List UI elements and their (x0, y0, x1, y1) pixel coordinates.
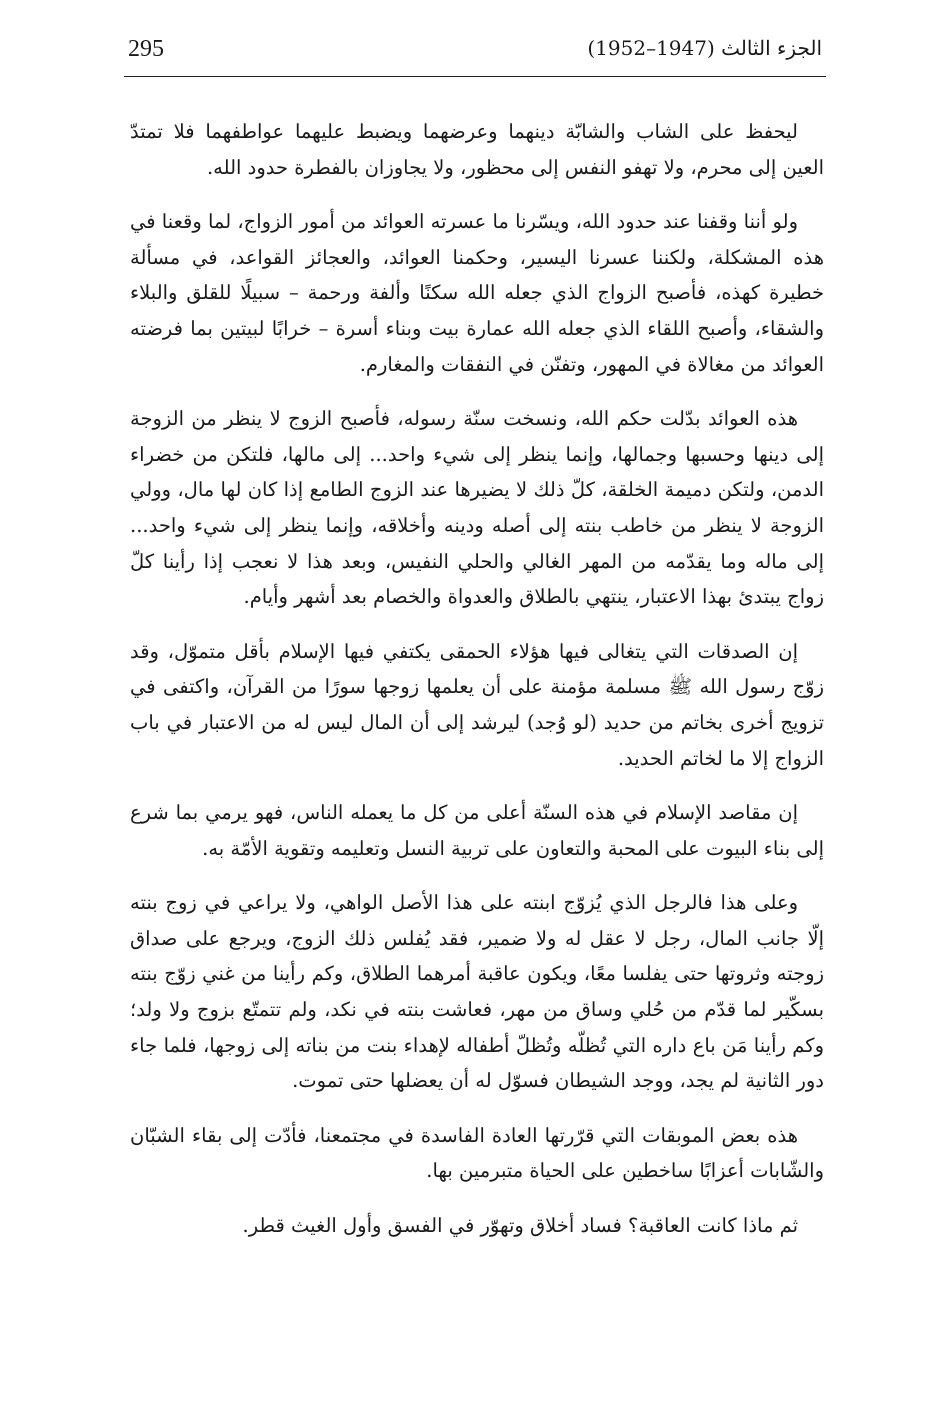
paragraph: هذه العوائد بدّلت حكم الله، ونسخت سنّة رسوله، فأصبح الزوج لا ينظر من الزوجة إلى دينها وحسبها وجمالها، وإنما ينظر إلى شيء واحد... إلى مالها، فلتكن من خضراء الدمن، ولتكن دميمة الخلقة، كلّ ذلك لا يضيرها عند الزوج الطامع إذا كان لها مال، وولي الزوجة لا ينظر من خاطب بنته إلى أصله ودينه وأخلاقه، وإنما ينظر إلى شيء واحد... إلى ماله وما يقدّمه من المهر الغالي والحلي النفيس، وبعد هذا لا نعجب إذا رأينا كلّ زواج يبتدئ بهذا الاعتبار، ينتهي بالطلاق والعدواة والخصام بعد أشهر وأيام. (130, 407, 824, 609)
paragraph: هذه بعض الموبقات التي قرّرتها العادة الفاسدة في مجتمعنا، فأدّت إلى بقاء الشبّان والشّابات أعزابًا ساخطين على الحياة متبرمين بها. (130, 1123, 824, 1183)
paragraph: ثم ماذا كانت العاقبة؟ فساد أخلاق وتهوّر في الفسق وأول الغيث قطر. (242, 1214, 798, 1238)
paragraph: ليحفظ على الشاب والشابّة دينهما وعرضهما ويضبط عليهما عواطفهما فلا تمتدّ العين إلى محرم، ولا تهفو النفس إلى محظور، ولا يجاوزان بالفطرة حدود الله. (130, 120, 824, 179)
running-title: الجزء الثالث (1947–1952) (587, 36, 822, 60)
page-number: 295 (128, 36, 164, 62)
body-text (130, 114, 824, 1263)
page-header (128, 32, 822, 76)
paragraph: إن مقاصد الإسلام في هذه السنّة أعلى من كل ما يعمله الناس، فهو يرمي بما شرع إلى بناء البيوت على المحبة والتعاون على تربية النسل وتعليمه وتقوية الأمّة به. (130, 801, 824, 860)
header-rule (124, 76, 826, 77)
paragraph: ولو أننا وقفنا عند حدود الله، ويسّرنا ما عسرته العوائد من أمور الزواج، لما وقعنا في هذه المشكلة، ولكننا عسرنا اليسير، وحكمنا العوائد، والعجائز القواعد، في مسألة خطيرة كهذه، فأصبح الزواج الذي جعله الله سكنًا وألفة ورحمة – سبيلًا للقلق والبلاء والشقاء، وأصبح اللقاء الذي جعله الله عمارة بيت وبناء أسرة – خرابًا لبيتين بما فرضته العوائد من مغالاة في المهور، وتفنّن في النفقات والمغارم. (130, 210, 824, 376)
paragraph: وعلى هذا فالرجل الذي يُزوّج ابنته على هذا الأصل الواهي، ولا يراعي في زوج بنته إلّا جانب المال، رجل لا عقل له ولا ضمير، فقد يُفلس ذلك الزوج، ويرجع على صداق زوجته وثروتها حتى يفلسا معًا، ويكون عاقبة أمرهما الطلاق، وكم رأينا من غني زوّج بنته بسكّير لما قدّم من حُلي وساق من مهر، فعاشت بنته في نكد، ولم تتمتّع بزوج ولا ولد؛ وكم رأينا مَن باع داره التي تُظلّه وتُظلّ أطفاله لإهداء بنت من بناته إلى زوجها، فلما جاء دور الثانية لم يجد، ووجد الشيطان فسوّل له أن يعضلها حتى تموت. (130, 891, 824, 1093)
paragraph: إن الصدقات التي يتغالى فيها هؤلاء الحمقى يكتفي فيها الإسلام بأقل متموّل، وقد زوّج رسول الله ﷺ مسلمة مؤمنة على أن يعلمها زوجها سورًا من القرآن، واكتفى في تزويج أخرى بخاتم من حديد (لو وُجد) ليرشد إلى أن المال ليس له من الاعتبار في باب الزواج إلا ما لخاتم الحديد. (130, 639, 824, 770)
